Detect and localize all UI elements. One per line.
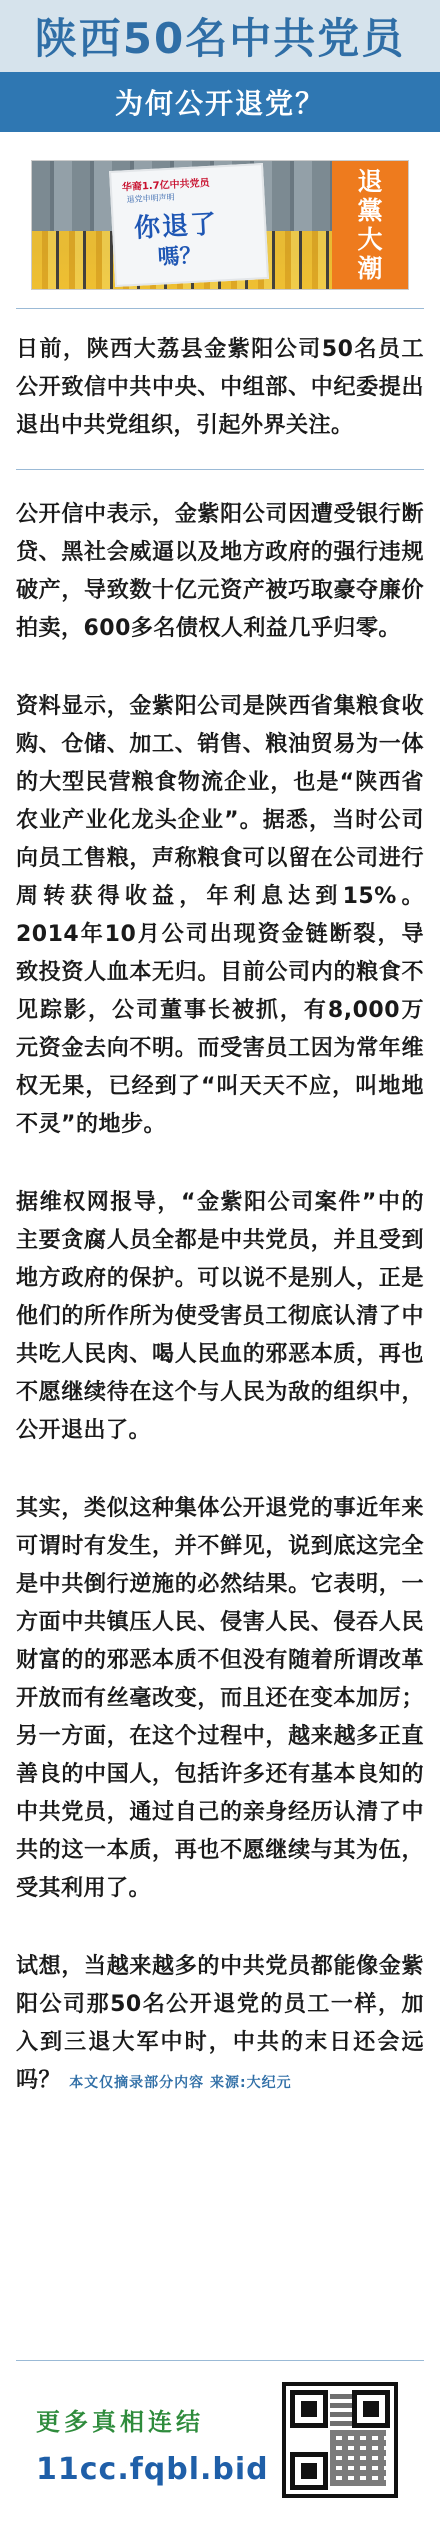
qr-finder — [290, 2452, 328, 2490]
qr-finder — [352, 2390, 390, 2428]
paragraph-3: 资料显示，金紫阳公司是陕西省集粮食收购、仓储、加工、销售、粮油贸易为一体的大型民营粮食物流企业，也是“陕西省农业产业化龙头企业”。据悉，当时公司向员工售粮，声称粮食可以留在公司进行周转获得收益，年利息达到15%。2014年10月公司出现资金链断裂，导致投资人血本无归。目前公司内的粮食不见踪影，公司董事长被抓，有8,000万元资金去向不明。而受害员工因为常年维权无果，已经到了“叫天天不应，叫地地不灵”的地步。 — [16, 694, 424, 1137]
paragraph-5: 其实，类似这种集体公开退党的事近年来可谓时有发生，并不鲜见，说到底这完全是中共倒行逆施的必然结果。它表明，一方面中共镇压人民、侵害人民、侵吞人民财富的的邪恶本质不但没有随着所谓改革开放而有丝毫改变，而且还在变本加厉；另一方面，在这个过程中，越来越多正直善良的中国人，包括许多还有基本良知的中共党员，通过自己的亲身经历认清了中共的这一本质，再也不愿继续与其为伍，受其利用了。 — [16, 1496, 424, 1901]
paragraph-4: 据维权网报导，“金紫阳公司案件”中的主要贪腐人员全都是中共党员，并且受到地方政府的保护。可以说不是别人，正是他们的所作所为使受害员工彻底认清了中共吃人民肉、喝人民血的邪恶本质，再也不愿继续待在这个与人民为敌的组织中，公开退出了。 — [16, 1190, 424, 1443]
site-link[interactable]: 11cc.fqbl.bid — [36, 2452, 269, 2487]
hero-sign — [109, 163, 269, 287]
hero-sign-main2: 嗎？ — [157, 243, 203, 271]
footer — [0, 2360, 440, 2533]
article — [0, 308, 440, 2102]
hero-badge-char1: 退 — [357, 167, 383, 196]
hero-badge — [332, 161, 408, 289]
qr-finder — [290, 2390, 328, 2428]
hero-image — [31, 160, 409, 290]
hero-sign-main: 你退了 — [133, 209, 219, 244]
paragraph-1: 日前，陕西大荔县金紫阳公司50名员工公开致信中共中央、中组部、中纪委提出退出中共党组织，引起外界关注。 — [16, 337, 424, 438]
divider — [16, 308, 424, 309]
paragraph-2: 公开信中表示，金紫阳公司因遭受银行断贷、黑社会威逼以及地方政府的强行违规破产，导致数十亿元资产被巧取豪夺廉价拍卖，600多名债权人利益几乎归零。 — [16, 502, 424, 641]
hero-sign-line1: 华裔1.7亿中共党员 — [121, 177, 210, 194]
source-note: 本文仅摘录部分内容 来源:大纪元 — [69, 2075, 292, 2091]
paragraph-6-text: 试想，当越来越多的中共党员都能像金紫阳公司那50名公开退党的员工一样，加入到三退大军中时，中共的末日还会远吗？ — [16, 1954, 424, 2093]
divider — [16, 469, 424, 470]
more-truth-label: 更多真相连结 — [36, 2408, 204, 2436]
qr-modules — [330, 2430, 386, 2486]
footer-divider — [16, 2360, 424, 2361]
qr-code-icon[interactable] — [282, 2382, 398, 2498]
hero-sign-line2: 退党申明声明 — [126, 192, 175, 205]
hero-badge-char2: 黨 — [357, 196, 383, 225]
page-subtitle: 为何公开退党？ — [0, 72, 440, 132]
page-title: 陕西50名中共党员 — [0, 0, 440, 72]
hero-badge-char4: 潮 — [357, 254, 383, 283]
hero-badge-char3: 大 — [357, 225, 383, 254]
paragraph-6 — [16, 1948, 424, 2102]
qr-modules — [330, 2392, 352, 2426]
